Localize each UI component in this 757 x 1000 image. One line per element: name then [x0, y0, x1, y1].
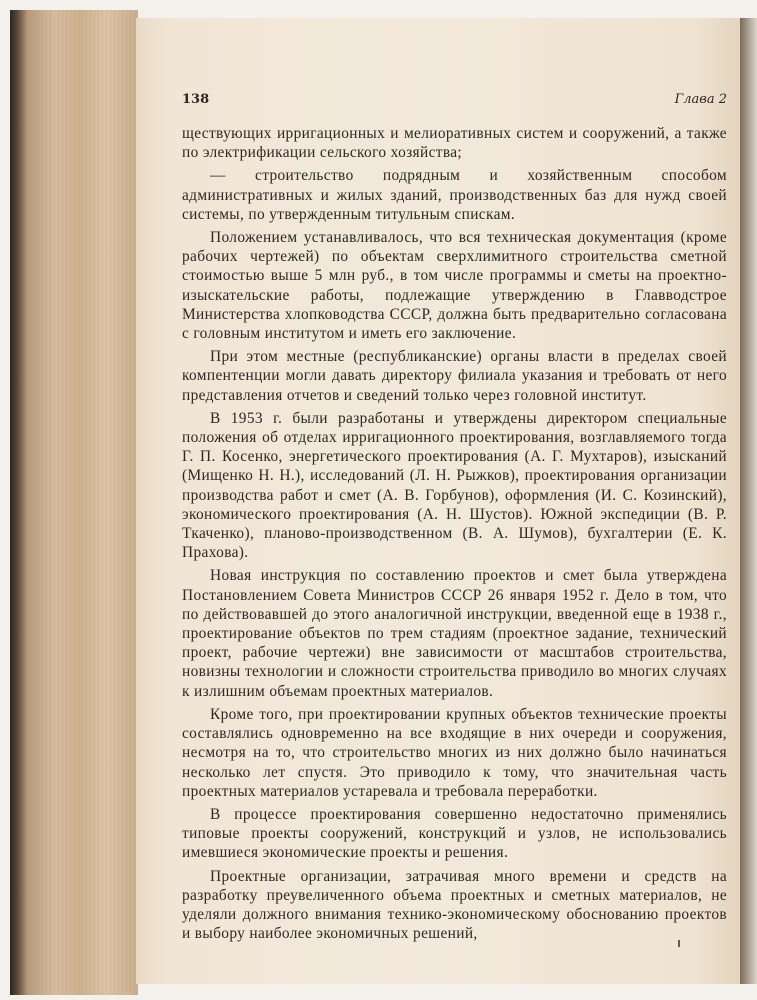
page-number: 138	[182, 92, 210, 107]
paragraph: В процессе проектирования совершенно недостаточно применялись типовые проекты сооружений, конструкций и узлов, не использовались имевшиеся экономические проекты и решения.	[182, 805, 727, 862]
chapter-label: Глава 2	[674, 92, 727, 107]
paragraph: — строительство подрядным и хозяйственным способом административных и жилых зданий, производственных баз для нужд своей системы, по утвержденным титульным спискам.	[182, 167, 727, 223]
book-page-edges	[10, 10, 138, 995]
paragraph: Новая инструкция по составлению проектов и смет была утверждена Постановлением Совета Министров СССР 26 января 1952 г. Дело в том, что по действовавшей до этого аналогичной инструкции, введенной еще в 1938 г., проектирование объектов по трем стадиям (проектное задание, технический проект, рабочие чертежи) вне зависимости от масштабов строительства, новизны технологии и сложности строительства приводило во многих случаях к излишним объемам проектных материалов.	[182, 567, 727, 700]
paragraph: При этом местные (республиканские) органы власти в пределах своей компентенции могли давать директору филиала указания и требовать от него представления отчетов и сведений только через головной институт.	[182, 348, 727, 404]
paragraph: Положением устанавливалось, что вся техническая документация (кроме рабочих чертежей) по объектам сверхлимитного строительства сметной стоимостью выше 5 млн руб., в том числе программы и сметы на проектно-изыскательские работы, подлежащие утверждению в Главводстрое Министерства хлопководства СССР, должна быть предварительно согласована с головным институтом и иметь его заключение.	[182, 229, 727, 343]
paragraph: Проектные организации, затрачивая много времени и средств на разработку преувеличенного объема проектных и сметных материалов, не уделяли должного внимания технико-экономическому обоснованию проектов и выбору наиболее экономичных решений,	[182, 867, 727, 943]
paragraph: Кроме того, при проектировании крупных объектов технические проекты составлялись одновременно на все входящие в них очереди и сооружения, несмотря на то, что строительство многих из них должно было начинаться несколько лет спустя. Это приводило к тому, что значительная часть проектных материалов устаревала и требовала переработки.	[182, 705, 727, 800]
running-header	[182, 92, 727, 112]
paragraph: ществующих ирригационных и мелиоративных систем и сооружений, а также по электрификации сельского хозяйства;	[182, 125, 727, 162]
body-text	[182, 124, 727, 947]
page-mark	[678, 940, 680, 947]
paragraph: В 1953 г. были разработаны и утверждены директором специальные положения об отделах ирригационного проектирования, возглавляемого тогда Г. П. Косенко, энергетического проектирования (А. Г. Мухтаров), изысканий (Мищенко Н. Н.), исследований (Л. Н. Рыжков), проектирования организации производства работ и смет (А. В. Горбунов), оформления (И. С. Козинский), экономического проектирования (А. Н. Шустов). Южной экспедиции (В. Р. Ткаченко), планово-производственном (В. А. Шумов), бухгалтерии (Е. К. Прахова).	[182, 409, 727, 562]
page-right-shadow	[740, 18, 757, 984]
